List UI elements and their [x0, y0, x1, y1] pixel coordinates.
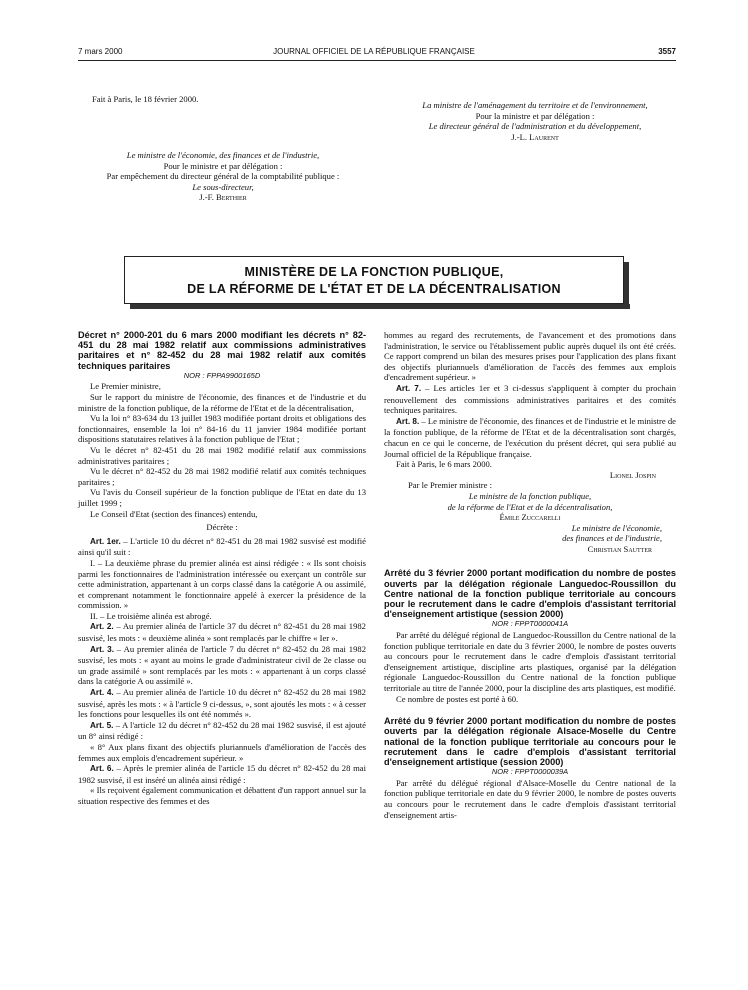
header-page-number: 3557	[658, 47, 676, 56]
arrete-1-nor: NOR : FPPT0000041A	[491, 619, 569, 629]
paragraph: Vu la loi n° 83-634 du 13 juillet 1983 modifiée portant droits et obligations des fonctionnaires, ensemble la loi n° 84-16 du 11 janvier 1984 modifiée portant dispositions statutaires relatives à la fonction publique de l'Etat ;	[78, 413, 366, 445]
article-2: Art. 2. – Au premier alinéa de l'article 37 du décret n° 82-451 du 28 mai 1982 susvisé, les mots : « deuxième alinéa » sont remplacés par le chiffre « Ier ».	[78, 621, 366, 644]
paragraph: Le Conseil d'Etat (section des finances) entendu,	[90, 508, 258, 519]
par-premier-ministre: Par le Premier ministre :	[408, 480, 493, 491]
arrete-2-body: Par arrêté du délégué régional d'Alsace-Moselle du Centre national de la fonction publique territoriale en date du 9 février 2000, le nombre de postes ouverts au concours pour le recrutement dans le cadre d'emplois d'assistant territorial d'enseignement artis-	[384, 777, 676, 820]
arrete-1-body-2: Ce nombre de postes est porté à 60.	[396, 693, 519, 704]
decree-nor: NOR : FPPA9900165D	[183, 370, 261, 380]
paragraph: Le Premier ministre,	[90, 381, 161, 392]
sig-line: Pour le ministre et par délégation :	[163, 160, 283, 171]
paragraph: Vu le décret n° 82-451 du 28 mai 1982 modifié relatif aux commissions administratives paritaires ;	[78, 444, 366, 466]
article-1-i: I. – La deuxième phrase du premier alinéa est ainsi rédigée : « Ils sont choisis parmi les fonctionnaires de l'administration intéressée ou exerçant un contrôle sur cette administration, appartenant à un corps classé dans la catégorie A ou assimilé, et comprenant notamment le fonctionnaire appelé à exercer la présidence de la commission. »	[78, 557, 366, 611]
sig-line: Pour la ministre et par délégation :	[475, 110, 595, 121]
header-journal: JOURNAL OFFICIEL DE LA RÉPUBLIQUE FRANÇAISE	[273, 47, 475, 56]
article-1-ii: II. – Le troisième alinéa est abrogé.	[90, 610, 212, 621]
arrete-1-title: Arrêté du 3 février 2000 portant modification du nombre de postes ouverts par la délégation régionale Languedoc-Roussillon du Centre national de la fonction publique territoriale au concours pour le recrutement dans le cadre d'emplois d'assistant territorial d'enseignement artistique (session 2000)	[384, 568, 676, 620]
sig-minister-eco: Le ministre de l'économie,	[571, 522, 662, 533]
ministry-banner	[124, 256, 624, 304]
article-4: Art. 4. – Au premier alinéa de l'article 10 du décret n° 82-452 du 28 mai 1982 susvisé, après les mots : « à l'article 9 ci-dessus, », sont ajoutés les mots : « à cesser les fonctions pour lesquelles ils ont été nommés ».	[78, 687, 366, 720]
sig-minister-fp: Le ministre de la fonction publique,	[468, 490, 592, 501]
sig-name: J.-F. Berthier	[199, 192, 247, 203]
paragraph-continued: hommes au regard des recrutements, de l'avancement et des promotions dans l'administration, le service ou l'établissement public auprès duquel ils ont été créés. Ce rapport comprend un bilan des mesures prises pour l'application des plans fixant des objectifs pluriannuels d'amélioration de l'accès des femmes aux emplois d'encadrement supérieur. »	[384, 330, 676, 383]
article-6-quote: « Ils reçoivent également communication et débattent d'un rapport annuel sur la situation respective des femmes et des	[78, 785, 366, 806]
sig-line: La ministre de l'aménagement du territoire et de l'environnement,	[422, 100, 648, 110]
sig-line: Par empêchement du directeur général de la comptabilité publique :	[106, 171, 340, 182]
top-left-fait: Fait à Paris, le 18 février 2000.	[92, 94, 199, 104]
article-8: Art. 8. – Le ministre de l'économie, des finances et de l'industrie et le ministre de la fonction publique, de la réforme de l'Etat et de la décentralisation sont chargés, chacun en ce qui le concerne, de l'exécution du présent décret, qui sera publié au Journal officiel de la République française.	[384, 415, 676, 459]
paragraph: Vu l'avis du Conseil supérieur de la fonction publique de l'Etat en date du 13 juillet 1999 ;	[78, 487, 366, 508]
article-5-quote: « 8° Aux plans fixant des objectifs pluriannuels d'amélioration de l'accès des femmes aux emplois d'encadrement supérieur. »	[78, 742, 366, 763]
left-column	[78, 330, 366, 807]
sig-line: Le directeur général de l'administration et du développement,	[428, 121, 642, 132]
sig-line: Le sous-directeur,	[192, 181, 254, 192]
arrete-1-body: Par arrêté du délégué régional de Languedoc-Roussillon du Centre national de la fonction publique territoriale en date du 3 février 2000, le nombre de postes ouverts au concours pour le recrutement dans le cadre d'emplois d'assistant territorial d'enseignement artistique, discipline arts plastiques, organisé par la délégation régionale Languedoc-Roussillon du Centre national de la fonction publique territoriale au titre de l'année 2000, pour la discipline des arts plastiques, est modifié.	[384, 630, 676, 694]
article-1: Art. 1er. – L'article 10 du décret n° 82-451 du 28 mai 1982 susvisé est modifié ainsi qu'il suit :	[78, 535, 366, 558]
signature-pm: Lionel Jospin	[609, 469, 656, 480]
sig-minister-eco-name: Christian Sautter	[587, 543, 652, 554]
article-5: Art. 5. – A l'article 12 du décret n° 82-452 du 28 mai 1982 susvisé, il est ajouté un 8° ainsi rédigé :	[78, 719, 366, 742]
decree-title: Décret n° 2000-201 du 6 mars 2000 modifiant les décrets n° 82-451 du 28 mai 1982 relatif aux commissions administratives paritaires et n° 82-452 du 28 mai 1982 relatif aux comités techniques paritaires	[78, 330, 366, 371]
arrete-2-title: Arrêté du 9 février 2000 portant modification du nombre de postes ouverts par la délégation régionale Alsace-Moselle du Centre national de la fonction publique territoriale au concours pour le recrutement dans le cadre d'emplois d'assistant territorial d'enseignement artistique (session 2000)	[384, 716, 676, 768]
header-rule	[78, 60, 676, 61]
sig-minister-fp-2: de la réforme de l'Etat et de la décentralisation,	[447, 501, 613, 512]
decrete-heading: Décrète :	[206, 522, 238, 533]
top-right-signature	[390, 100, 680, 142]
arrete-2-nor: NOR : FPPT0000039A	[491, 767, 569, 777]
banner-line-1: MINISTÈRE DE LA FONCTION PUBLIQUE,	[244, 265, 504, 279]
sig-name: J.-L. Laurent	[511, 131, 559, 142]
paragraph: Sur le rapport du ministre de l'économie, des finances et de l'industrie et du ministre de la fonction publique, de la réforme de l'Etat et de la décentralisation,	[78, 392, 366, 413]
right-column	[384, 330, 676, 820]
sig-minister-eco-2: des finances et de l'industrie,	[562, 533, 662, 544]
sig-line: Le ministre de l'économie, des finances et de l'industrie,	[126, 150, 320, 160]
top-left-signature	[78, 150, 368, 203]
paragraph: Vu le décret n° 82-452 du 28 mai 1982 modifié relatif aux comités techniques paritaires ;	[78, 466, 366, 487]
article-7: Art. 7. – Les articles 1er et 3 ci-dessus s'appliquent à compter du prochain renouvellement des commissions administratives paritaires et des comités techniques paritaires.	[384, 382, 676, 416]
fait-paris: Fait à Paris, le 6 mars 2000.	[396, 459, 492, 470]
article-6: Art. 6. – Après le premier alinéa de l'article 15 du décret n° 82-452 du 28 mai 1982 susvisé, il est inséré un alinéa ainsi rédigé :	[78, 763, 366, 785]
article-3: Art. 3. – Au premier alinéa de l'article 7 du décret n° 82-452 du 28 mai 1982 susvisé, les mots : « ayant au moins le grade d'administrateur civil de 2e classe ou un grade assimilé » sont remplacés par les mots : « appartenant à un corps classé dans la catégorie A ou assimilé ».	[78, 643, 366, 687]
sig-minister-fp-name: Émile Zuccarelli	[499, 512, 561, 523]
banner-line-2: DE LA RÉFORME DE L'ÉTAT ET DE LA DÉCENTRALISATION	[187, 282, 561, 296]
header-date: 7 mars 2000	[78, 47, 123, 56]
